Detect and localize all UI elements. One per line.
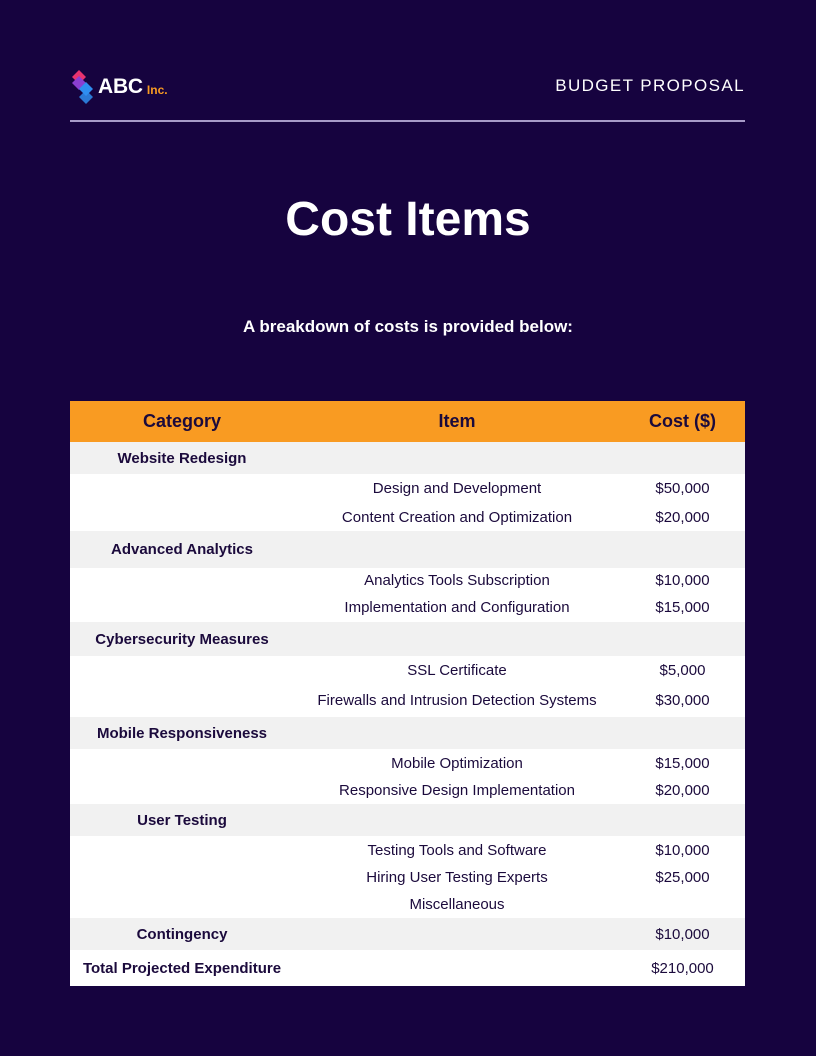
- header-cost: Cost ($): [620, 401, 745, 442]
- category-row: [70, 804, 745, 836]
- cost-cell: $10,000: [620, 568, 745, 593]
- page-subtitle: A breakdown of costs is provided below:: [243, 317, 573, 336]
- table-row: [70, 503, 745, 531]
- cost-cell: [620, 531, 745, 568]
- page-title: Cost Items: [285, 193, 531, 246]
- cost-cell: [620, 717, 745, 749]
- cost-cell: $10,000: [620, 918, 745, 950]
- item-cell: [294, 442, 620, 474]
- item-cell: Hiring User Testing Experts: [294, 864, 620, 891]
- item-cell: Firewalls and Intrusion Detection Systems: [294, 684, 620, 717]
- category-cell: [70, 656, 294, 684]
- cost-cell: $20,000: [620, 777, 745, 804]
- table-row: [70, 474, 745, 503]
- category-cell: [70, 749, 294, 777]
- cost-cell: $15,000: [620, 749, 745, 777]
- cost-cell: [620, 622, 745, 656]
- total-row: [70, 950, 745, 986]
- logo-mark-icon: [70, 70, 94, 104]
- cost-cell: [620, 442, 745, 474]
- category-row: [70, 918, 745, 950]
- table-row: [70, 656, 745, 684]
- category-cell: Total Projected Expenditure: [70, 950, 294, 986]
- item-cell: Implementation and Configuration: [294, 593, 620, 622]
- category-cell: [70, 891, 294, 918]
- logo-suffix: Inc.: [146, 83, 168, 97]
- item-cell: Design and Development: [294, 474, 620, 503]
- cost-cell: $5,000: [620, 656, 745, 684]
- header-item: Item: [294, 401, 620, 442]
- category-cell: [70, 864, 294, 891]
- table-row: [70, 864, 745, 891]
- table-row: [70, 836, 745, 864]
- page-header: [70, 68, 745, 108]
- header-divider: [70, 120, 745, 122]
- document-type-label: BUDGET PROPOSAL: [555, 76, 745, 95]
- table-body: [70, 442, 745, 986]
- category-row: [70, 622, 745, 656]
- item-cell: Analytics Tools Subscription: [294, 568, 620, 593]
- item-cell: [294, 804, 620, 836]
- category-cell: Advanced Analytics: [70, 531, 294, 568]
- cost-cell: $10,000: [620, 836, 745, 864]
- category-cell: [70, 836, 294, 864]
- item-cell: [294, 950, 620, 986]
- category-cell: [70, 593, 294, 622]
- cost-cell: $25,000: [620, 864, 745, 891]
- table-row: [70, 891, 745, 918]
- cost-cell: [620, 804, 745, 836]
- table-header-row: [70, 401, 745, 442]
- logo-name: ABC: [98, 75, 143, 98]
- item-cell: Content Creation and Optimization: [294, 503, 620, 531]
- category-cell: User Testing: [70, 804, 294, 836]
- table-row: [70, 568, 745, 593]
- item-cell: [294, 918, 620, 950]
- item-cell: Miscellaneous: [294, 891, 620, 918]
- category-cell: Mobile Responsiveness: [70, 717, 294, 749]
- item-cell: Mobile Optimization: [294, 749, 620, 777]
- header-category: Category: [70, 401, 294, 442]
- table-row: [70, 593, 745, 622]
- cost-cell: $50,000: [620, 474, 745, 503]
- cost-cell: $30,000: [620, 684, 745, 717]
- category-cell: Website Redesign: [70, 442, 294, 474]
- table-row: [70, 749, 745, 777]
- item-cell: [294, 622, 620, 656]
- category-row: [70, 717, 745, 749]
- company-logo: [70, 70, 168, 104]
- item-cell: SSL Certificate: [294, 656, 620, 684]
- category-cell: [70, 777, 294, 804]
- cost-cell: $15,000: [620, 593, 745, 622]
- category-cell: Cybersecurity Measures: [70, 622, 294, 656]
- item-cell: Responsive Design Implementation: [294, 777, 620, 804]
- table-row: [70, 777, 745, 804]
- item-cell: Testing Tools and Software: [294, 836, 620, 864]
- table-row: [70, 684, 745, 717]
- cost-items-table: [70, 401, 745, 986]
- category-cell: [70, 684, 294, 717]
- cost-cell: $210,000: [620, 950, 745, 986]
- category-cell: [70, 474, 294, 503]
- cost-cell: $20,000: [620, 503, 745, 531]
- category-row: [70, 531, 745, 568]
- cost-cell: [620, 891, 745, 918]
- category-row: [70, 442, 745, 474]
- category-cell: [70, 503, 294, 531]
- category-cell: [70, 568, 294, 593]
- item-cell: [294, 531, 620, 568]
- category-cell: Contingency: [70, 918, 294, 950]
- item-cell: [294, 717, 620, 749]
